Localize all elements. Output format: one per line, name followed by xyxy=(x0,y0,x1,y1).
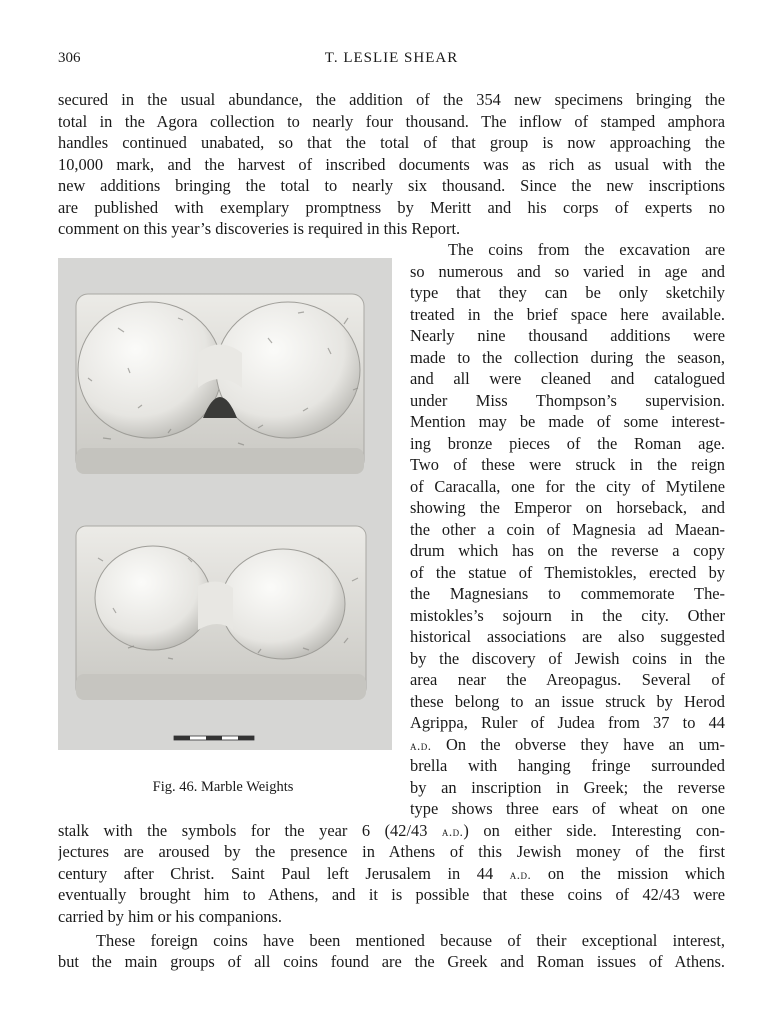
text-span: century after Christ. Saint Paul left Jerusalem in 44 xyxy=(58,864,510,883)
text-line: total in the Agora collection to nearly four thousand. The inflow of stamped amphora xyxy=(58,112,725,131)
text-line xyxy=(58,820,725,842)
text-line: and all were cleaned and catalogued xyxy=(410,369,725,388)
text-span: ) on either side. Interesting con- xyxy=(463,821,725,840)
era-abbrev: a.d. xyxy=(410,738,432,753)
text-line: of Caracalla, one for the city of Mytilene xyxy=(410,477,725,496)
text-span: On the obverse they have an um- xyxy=(431,735,725,754)
lower-weight xyxy=(76,526,366,700)
text-line xyxy=(58,863,725,885)
text-line: The coins from the excavation are xyxy=(448,240,725,259)
text-line: handles continued unabated, so that the total of that group is now approaching the xyxy=(58,133,725,152)
text-line: area near the Areopagus. Several of xyxy=(410,670,725,689)
figure-caption: Fig. 46. Marble Weights xyxy=(152,779,294,795)
text-line: historical associations are also suggested xyxy=(410,627,725,646)
text-line: but the main groups of all coins found are the Greek and Roman issues of Athens. xyxy=(58,952,725,971)
text-line: under Miss Thompson’s supervision. xyxy=(410,391,725,410)
text-line: 10,000 mark, and the harvest of inscribed documents was as rich as usual with the xyxy=(58,155,725,174)
text-line: brella with hanging fringe surrounded xyxy=(410,756,725,775)
text-line: Two of these were struck in the reign xyxy=(410,455,725,474)
scale-bar xyxy=(174,736,254,740)
text-line: so numerous and so varied in age and xyxy=(410,262,725,281)
text-line: new additions bringing the total to nearly six thousand. Since the new inscriptions xyxy=(58,176,725,195)
text-line: by the discovery of Jewish coins in the xyxy=(410,649,725,668)
text-line: these belong to an issue struck by Herod xyxy=(410,692,725,711)
text-line: jectures are aroused by the presence in Athens of this Jewish money of the first xyxy=(58,842,725,861)
page-header xyxy=(58,50,725,72)
text-span: stalk with the symbols for the year 6 (42/43 xyxy=(58,821,442,840)
text-line: are published with exemplary promptness by Meritt and his corps of experts no xyxy=(58,198,725,217)
text-line: showing the Emperor on horseback, and xyxy=(410,498,725,517)
text-line: of the statue of Themistokles, erected by xyxy=(410,563,725,582)
text-line: the other a coin of Magnesia ad Maean- xyxy=(410,520,725,539)
text-line: comment on this year’s discoveries is required in this Report. xyxy=(58,219,461,238)
text-line: treated in the brief space here available. xyxy=(410,305,725,324)
era-abbrev: a.d. xyxy=(441,824,464,839)
text-line: These foreign coins have been mentioned because of their exceptional interest, xyxy=(96,931,725,950)
text-line: type shows three ears of wheat on one xyxy=(410,799,725,818)
text-line: secured in the usual abundance, the addition of the 354 new specimens bringing the xyxy=(58,90,725,109)
text-line: by an inscription in Greek; the reverse xyxy=(410,778,725,797)
text-line: Agrippa, Ruler of Judea from 37 to 44 xyxy=(410,713,725,732)
page-number: 306 xyxy=(58,50,81,66)
text-line: eventually brought him to Athens, and it is possible that these coins of 42/43 were xyxy=(58,885,725,904)
text-line: mistokles’s sojourn in the city. Other xyxy=(410,606,725,625)
upper-weight xyxy=(76,294,364,474)
figure-marble-weights xyxy=(58,258,392,750)
text-span: on the mission which xyxy=(531,864,725,883)
text-line: made to the collection during the season, xyxy=(410,348,725,367)
text-line: the Magnesians to commemorate The- xyxy=(410,584,725,603)
text-line: carried by him or his companions. xyxy=(58,907,282,926)
text-line: drum which has on the reverse a copy xyxy=(410,541,725,560)
text-line: type that they can be only sketchily xyxy=(410,283,725,302)
running-title: T. LESLIE SHEAR xyxy=(324,50,459,66)
text-line: Mention may be made of some interest- xyxy=(410,412,725,431)
text-line: Nearly nine thousand additions were xyxy=(410,326,725,345)
era-abbrev: a.d. xyxy=(509,867,532,882)
text-line xyxy=(410,734,725,756)
marble-weights-photo xyxy=(58,258,392,750)
text-line: ing bronze pieces of the Roman age. xyxy=(410,434,725,453)
